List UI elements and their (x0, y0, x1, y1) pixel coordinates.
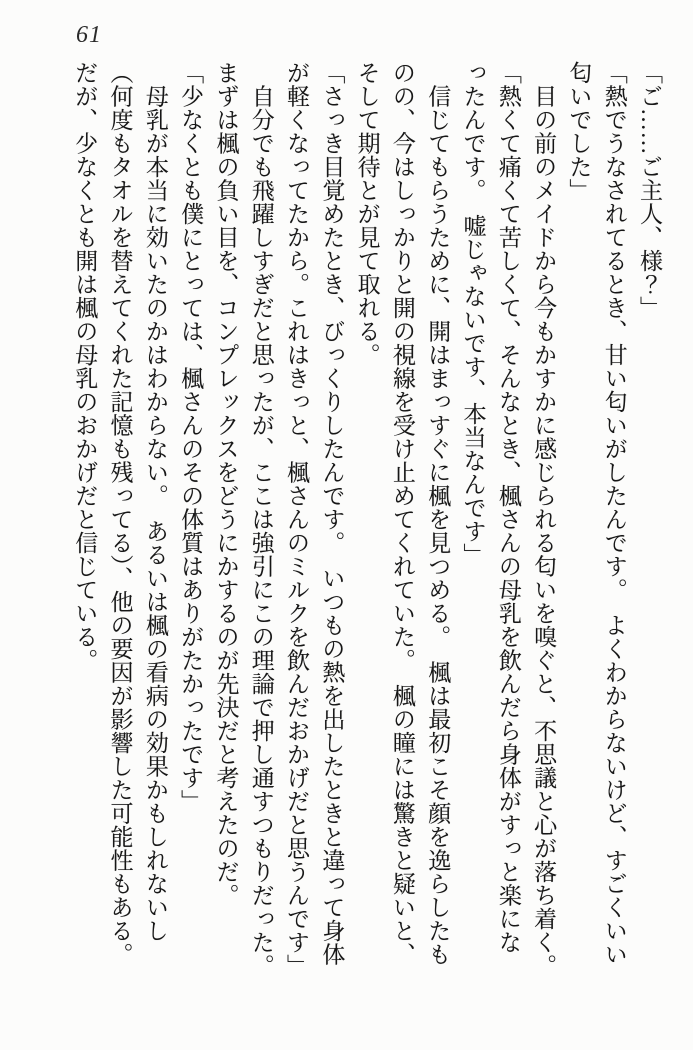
text-column-14: 「少なくとも僕にとっては、楓さんのその体質はありがたかったです」 (178, 61, 204, 813)
text-column-13: まずは楓の負い目を、コンプレックスをどうにかするのが先決だと考えたのだ。 (213, 61, 239, 907)
text-column-15: 母乳が本当に効いたのかはわからない。 あるいは楓の看病の効果かもしれないし (142, 61, 168, 943)
text-column-12: 自分でも飛躍しすぎだと思ったが、ここは強引にこの理論で押し通すつもりだった。 (248, 61, 274, 978)
text-column-17: だが、少なくとも開は楓の母乳のおかげだと信じている。 (72, 61, 98, 672)
text-column-5: 「熱くて痛くて苦しくて、そんなとき、楓さんの母乳を飲んだら身体がすっと楽にな (495, 61, 521, 954)
text-column-7: 信じてもらうために、開はまっすぐに楓を見つめる。 楓は最初こそ顔を逸らしたも (425, 61, 451, 966)
page-text (66, 61, 667, 981)
text-column-11: が軽くなってたから。これはきっと、楓さんのミルクを飲んだおかげだと思うんです」 (284, 61, 310, 978)
text-column-2: 「熱でうなされてるとき、甘い匂いがしたんです。 よくわからないけど、すごくいい (601, 61, 627, 966)
text-column-8: のの、今はしっかりと開の視線を受け止めてくれていた。 楓の瞳には驚きと疑いと、 (389, 61, 415, 966)
text-column-3: 匂いでした」 (566, 61, 592, 202)
text-column-9: そして期待とが見て取れる。 (354, 61, 380, 367)
text-column-4: 目の前のメイドから今もかすかに感じられる匂いを嗅ぐと、不思議と心が落ち着く。 (531, 61, 557, 978)
text-column-10: 「さっき目覚めたとき、びっくりしたんです。 いつもの熱を出したときと違って身体 (319, 61, 345, 966)
text-column-6: ったんです。 嘘じゃないです、本当なんです」 (460, 61, 486, 567)
text-column-1: 「ご……ご主人、様？」 (637, 61, 662, 320)
page-number: 61 (76, 22, 102, 48)
text-column-16: （何度もタオルを替えてくれた記憶も残ってる）、他の要因が影響した可能性もある。 (107, 61, 133, 966)
